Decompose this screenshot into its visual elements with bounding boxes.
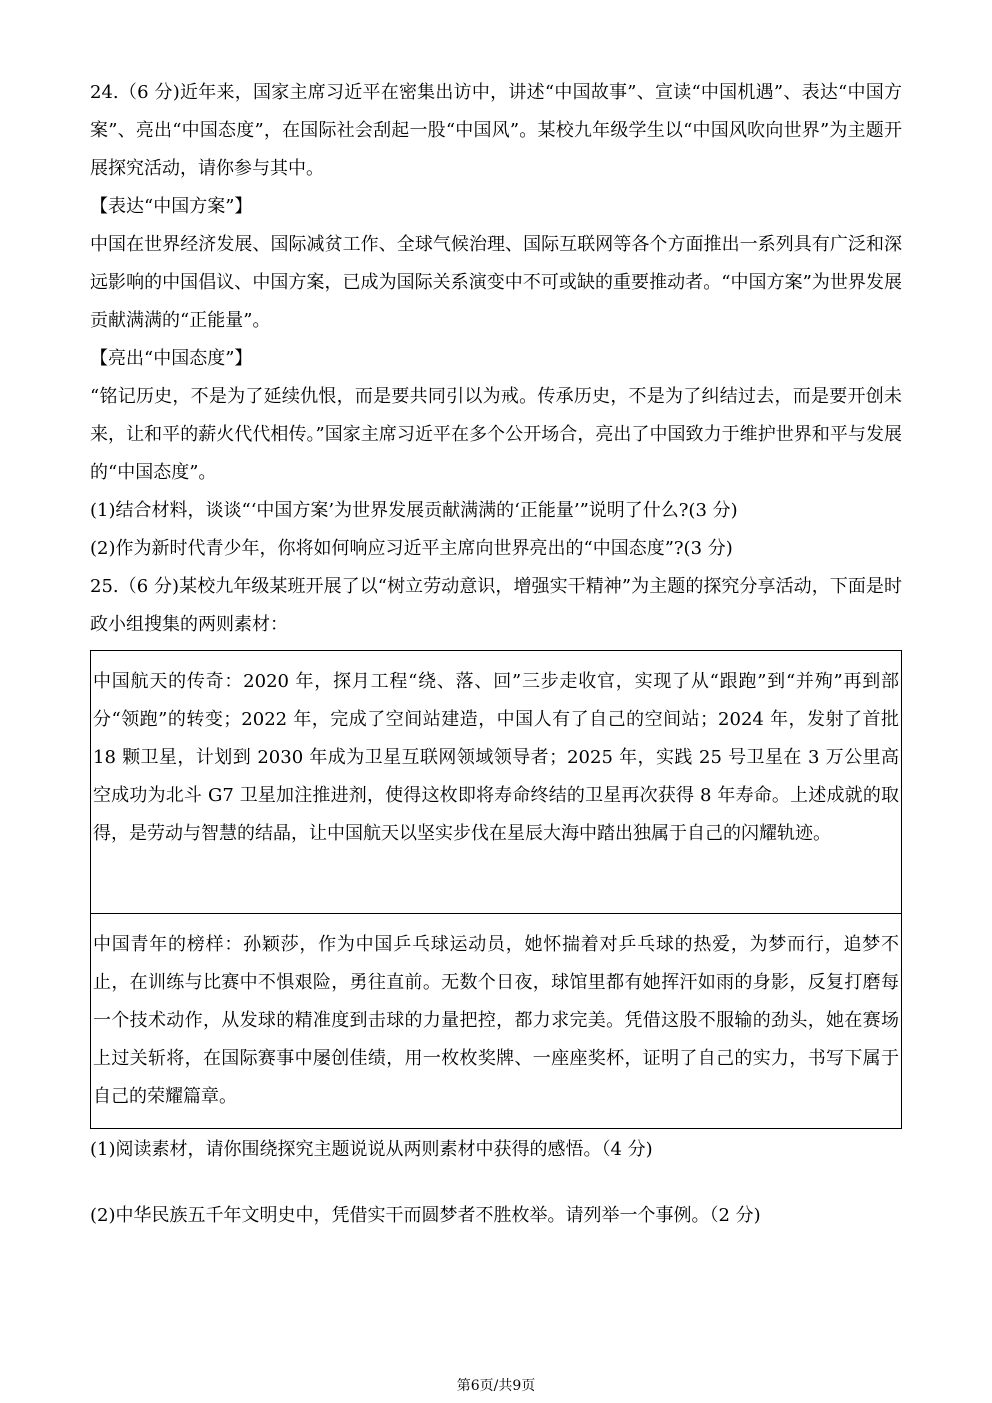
exam-page	[90, 74, 902, 1235]
page-number: 第6页/共9页	[456, 1378, 536, 1394]
material-space: 中国航天的传奇：2020 年，探月工程“绕、落、回”三步走收官，实现了从“跟跑”到“并殉”再到部分“领跑”的转变；2022 年，完成了空间站建造，中国人有了自己的空间站；2024 年，发射了首批 18 颗卫星，计划到 2030 年成为卫星互联网领域领导者；2025 年，实践 25 号卫星在 3 万公里高空成功为北斗 G7 卫星加注推进剂，使得这枚即将寿命终结的卫星再次获得 8 年寿命。上述成就的取得，是劳动与智慧的结晶，让中国航天以坚实步伐在星辰大海中踏出独属于自己的闪耀轨迹。	[93, 671, 899, 844]
q24-section1-text: 中国在世界经济发展、国际减贫工作、全球气候治理、国际互联网等各个方面推出一系列具有广泛和深远影响的中国倡议、中国方案，已成为国际关系演变中不可或缺的重要推动者。“中国方案”为世界发展贡献满满的“正能量”。	[90, 234, 902, 331]
q25-intro: 25.（6 分)某校九年级某班开展了以“树立劳动意识，增强实干精神”为主题的探究分享活动，下面是时政小组搜集的两则素材：	[90, 576, 902, 635]
q24-sub1: (1)结合材料，谈谈“‘中国方案’为世界发展贡献满满的‘正能量’”说明了什么?(3 分)	[90, 500, 738, 521]
answer-space	[90, 1169, 902, 1197]
materials-table	[90, 650, 902, 1129]
q25-sub2: (2)中华民族五千年文明史中，凭借实干而圆梦者不胜枚举。请列举一个事例。（2 分)	[90, 1205, 761, 1226]
q24-sub2: (2)作为新时代青少年，你将如何响应习近平主席向世界亮出的“中国态度”?(3 分)	[90, 538, 733, 559]
q24-section1-title: 【表达“中国方案”】	[90, 196, 253, 217]
q24-intro: 24.（6 分)近年来，国家主席习近平在密集出访中，讲述“中国故事”、宣读“中国机遇”、表达“中国方案”、亮出“中国态度”，在国际社会刮起一股“中国风”。某校九年级学生以“中国风吹向世界”为主题开展探究活动，请你参与其中。	[90, 82, 902, 179]
q24-section2-title: 【亮出“中国态度”】	[90, 348, 253, 369]
q24-section2-text: “铭记历史，不是为了延续仇恨，而是要共同引以为戒。传承历史，不是为了纠结过去，而是要开创未来，让和平的薪火代代相传。”国家主席习近平在多个公开场合，亮出了中国致力于维护世界和平与发展的“中国态度”。	[90, 386, 902, 483]
q25-sub1: (1)阅读素材，请你围绕探究主题说说从两则素材中获得的感悟。（4 分)	[90, 1139, 653, 1160]
material-youth: 中国青年的榜样：孙颖莎，作为中国乒乓球运动员，她怀揣着对乒乓球的热爱，为梦而行，追梦不止，在训练与比赛中不惧艰险，勇往直前。无数个日夜，球馆里都有她挥汗如雨的身影，反复打磨每一个技术动作，从发球的精准度到击球的力量把控，都力求完美。凭借这股不服输的劲头，她在赛场上过关斩将，在国际赛事中屡创佳绩，用一枚枚奖牌、一座座奖杯，证明了自己的实力，书写下属于自己的荣耀篇章。	[91, 913, 901, 1128]
